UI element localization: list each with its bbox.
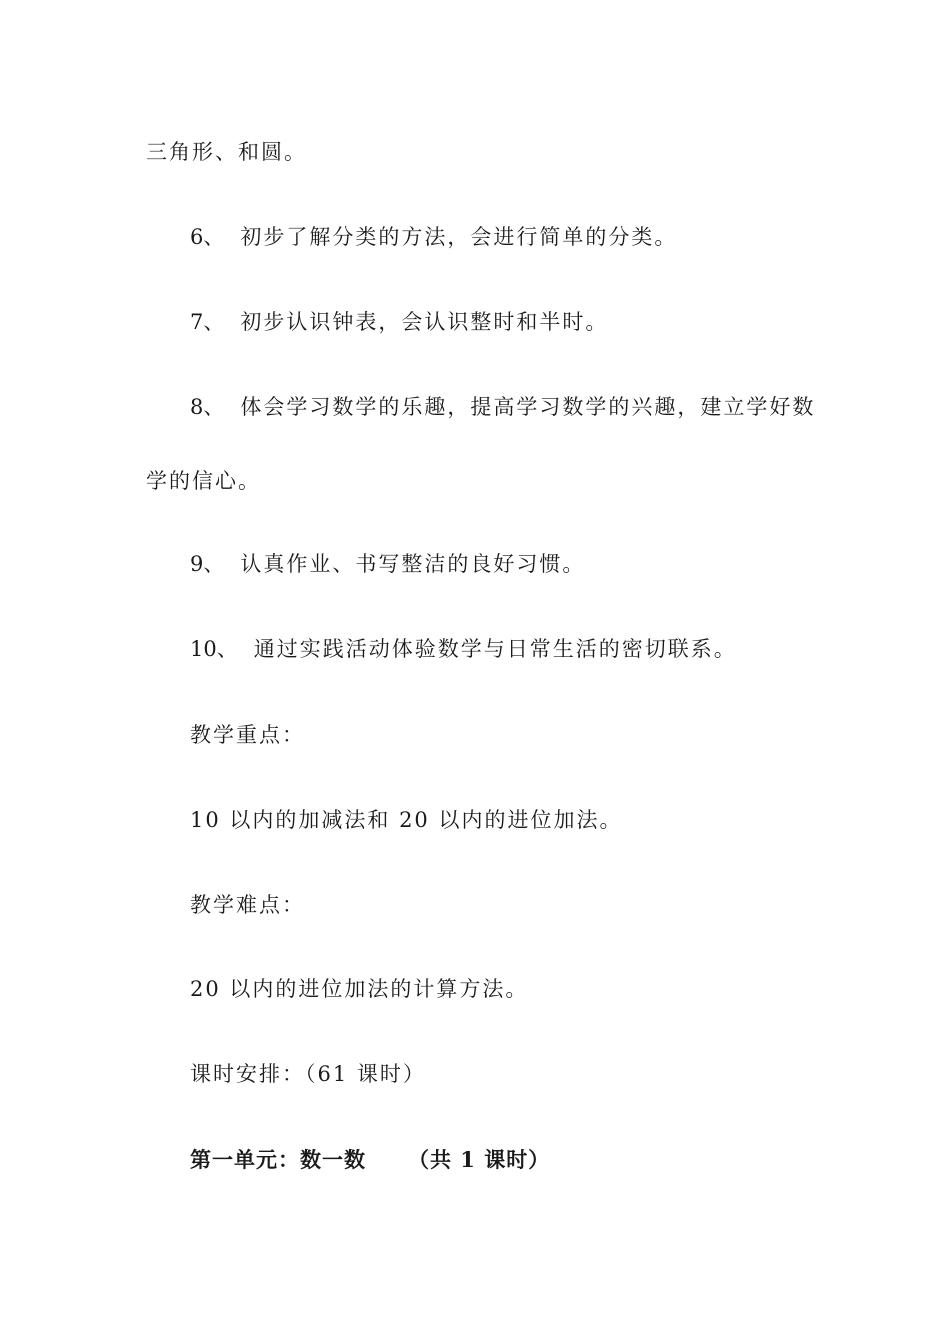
unit-title: 第一单元：数一数 [190,1147,366,1172]
list-item-number: 10、 [190,637,238,661]
list-item-number: 9、 [190,552,225,576]
list-item-number: 6、 [190,225,225,249]
unit-heading [190,1145,550,1175]
text-line-continuation: 三角形、和圆。 [146,140,307,164]
list-item-8-continuation: 学的信心。 [146,469,261,493]
list-item-7 [190,307,608,337]
list-item-number: 8、 [190,395,225,419]
difficulties-text: 20 以内的进位加法的计算方法。 [190,977,529,1001]
unit-hours: （共 1 课时） [408,1147,551,1172]
list-item-text: 初步了解分类的方法，会进行简单的分类。 [240,225,678,249]
key-points-text: 10 以内的加减法和 20 以内的进位加法。 [190,808,623,832]
list-item-text: 初步认识钟表，会认识整时和半时。 [240,310,609,334]
schedule-text: 课时安排：（61 课时） [190,1062,426,1086]
list-item-8 [190,392,815,422]
section-label-difficulties: 教学难点： [190,893,305,917]
list-item-text: 通过实践活动体验数学与日常生活的密切联系。 [253,637,737,661]
list-item-9 [190,549,585,579]
list-item-text: 体会学习数学的乐趣，提高学习数学的兴趣，建立学好数 [240,395,816,419]
section-label-key-points: 教学重点： [190,723,305,747]
list-item-number: 7、 [190,310,225,334]
list-item-6 [190,222,677,252]
list-item-text: 认真作业、书写整洁的良好习惯。 [240,552,586,576]
list-item-10 [190,634,737,664]
